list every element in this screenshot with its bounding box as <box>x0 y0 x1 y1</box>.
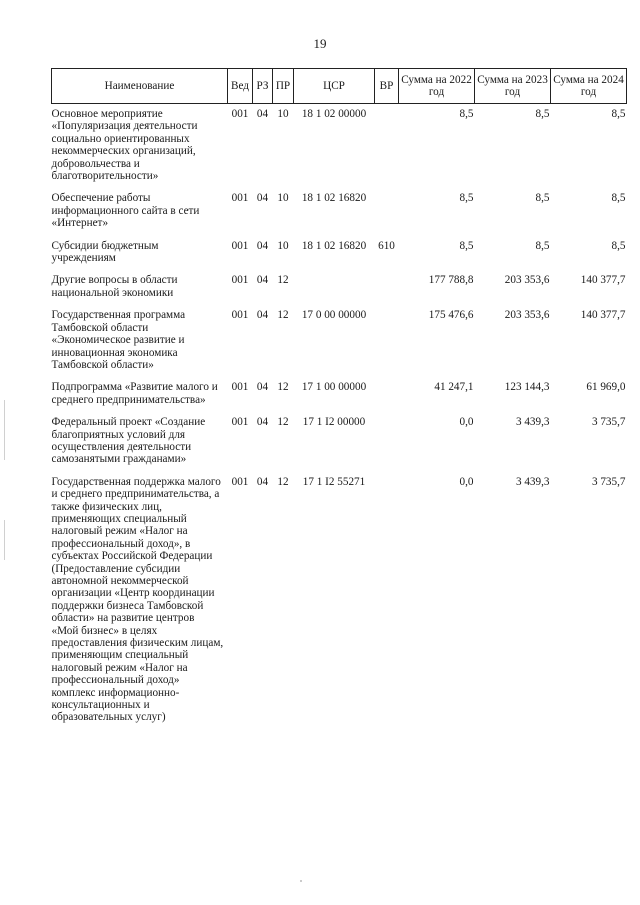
row-sum-2023: 3 439,3 <box>515 475 550 488</box>
row-sum-2023: 123 144,3 <box>504 381 550 394</box>
budget-table <box>51 68 627 724</box>
row-vr: 610 <box>378 239 395 252</box>
row-pr: 12 <box>277 381 289 394</box>
row-sum-2022: 175 476,6 <box>428 309 474 322</box>
row-pr: 10 <box>277 239 289 252</box>
row-ved: 001 <box>231 475 249 488</box>
row-rz: 04 <box>256 108 269 120</box>
row-csr: 17 0 00 00000 <box>301 309 367 322</box>
row-rz: 04 <box>256 239 269 252</box>
row-rz: 04 <box>256 274 269 287</box>
row-sum-2022: 177 788,8 <box>428 274 474 287</box>
row-csr: 17 1 00 00000 <box>301 381 367 394</box>
row-pr: 10 <box>277 108 289 120</box>
row-sum-2022: 0,0 <box>459 416 474 429</box>
row-sum-2024: 3 735,7 <box>591 416 626 429</box>
row-sum-2024: 140 377,7 <box>580 274 626 287</box>
row-ved: 001 <box>231 309 249 322</box>
row-rz: 04 <box>256 309 269 322</box>
row-vr <box>375 104 399 183</box>
row-sum-2022: 8,5 <box>459 239 474 252</box>
row-sum-2024: 3 735,7 <box>591 475 626 488</box>
row-name: Другие вопросы в области национальной экономики <box>51 274 178 299</box>
table-row <box>52 274 627 299</box>
header-name: Наименование <box>52 69 228 104</box>
row-rz: 04 <box>256 416 269 429</box>
row-pr: 12 <box>277 475 289 488</box>
row-csr: 18 1 02 00000 <box>301 108 367 120</box>
header-sum-2022: Сумма на 2022 год <box>399 69 475 104</box>
header-pr: ПР <box>273 69 294 104</box>
row-sum-2022: 8,5 <box>459 192 474 205</box>
row-csr: 18 1 02 16820 <box>301 239 367 252</box>
row-sum-2023: 203 353,6 <box>504 309 550 322</box>
table-row <box>52 104 627 183</box>
row-csr: 17 1 I2 00000 <box>302 416 366 429</box>
row-ved: 001 <box>231 416 249 429</box>
row-sum-2022: 0,0 <box>459 475 474 488</box>
row-sum-2023: 203 353,6 <box>504 274 550 287</box>
row-rz: 04 <box>256 192 269 205</box>
row-pr: 12 <box>277 274 289 287</box>
row-name: Субсидии бюджетным учреждениям <box>51 239 159 265</box>
row-vr <box>375 274 399 299</box>
row-sum-2024: 8,5 <box>611 239 626 252</box>
page-number: 19 <box>313 36 327 51</box>
scan-edge-mark <box>4 520 5 560</box>
row-sum-2023: 8,5 <box>535 192 550 205</box>
row-pr: 10 <box>277 192 289 205</box>
table-row <box>52 309 627 371</box>
row-name: Государственная программа Тамбовской области «Экономическое развитие и инновационная экономика Тамбовской области» <box>51 309 186 371</box>
header-sum-2024: Сумма на 2024 год <box>551 69 627 104</box>
table-row <box>52 476 627 724</box>
row-ved: 001 <box>231 108 249 120</box>
header-vr: ВР <box>375 69 399 104</box>
row-name: Подпрограмма «Развитие малого и среднего предпринимательства» <box>51 381 218 406</box>
row-csr <box>294 274 375 299</box>
row-vr <box>375 476 399 724</box>
row-sum-2022: 41 247,1 <box>434 381 474 394</box>
row-ved: 001 <box>231 274 249 287</box>
row-name: Государственная поддержка малого и среднего предпринимательства, а также физических лиц, применяющих специальный налоговый режим «Налог на профессиональный доход», в субъектах Российской Федерации (Предоставление субсидии автономной некоммерческой организации «Центр координации поддержки бизнеса Тамбовской области» на развитие центров «Мой бизнес» в целях предоставления физическим лицам, применяющим специальный налоговый режим «Налог на профессиональный доход» комплекс информационно-консультационных и образовательных услуг) <box>51 475 224 724</box>
table-row <box>52 240 627 265</box>
row-rz: 04 <box>256 381 269 394</box>
table-row <box>52 192 627 229</box>
row-sum-2024: 8,5 <box>611 108 626 120</box>
scan-edge-mark <box>4 400 5 460</box>
row-vr <box>375 416 399 466</box>
table-row <box>52 416 627 466</box>
header-sum-2023: Сумма на 2023 год <box>475 69 551 104</box>
row-sum-2024: 61 969,0 <box>586 381 626 394</box>
row-sum-2023: 3 439,3 <box>515 416 550 429</box>
row-sum-2024: 8,5 <box>611 192 626 205</box>
row-ved: 001 <box>231 239 249 252</box>
row-name: Обеспечение работы информационного сайта в сети «Интернет» <box>51 192 200 230</box>
row-ved: 001 <box>231 381 249 394</box>
row-vr <box>375 381 399 406</box>
header-rz: РЗ <box>253 69 273 104</box>
header-csr: ЦСР <box>294 69 375 104</box>
row-rz: 04 <box>256 475 269 488</box>
row-name: Федеральный проект «Создание благоприятных условий для осуществления деятельности самозанятыми гражданами» <box>51 416 206 466</box>
row-sum-2024: 140 377,7 <box>580 309 626 322</box>
row-vr <box>375 309 399 371</box>
header-ved: Вед <box>228 69 253 104</box>
row-sum-2023: 8,5 <box>535 108 550 120</box>
row-sum-2023: 8,5 <box>535 239 550 252</box>
row-csr: 17 1 I2 55271 <box>302 475 366 488</box>
scan-dot <box>300 880 302 882</box>
row-ved: 001 <box>231 192 249 205</box>
row-csr: 18 1 02 16820 <box>301 192 367 205</box>
row-pr: 12 <box>277 416 289 429</box>
table-header-row <box>52 69 627 104</box>
row-vr <box>375 192 399 229</box>
table-row <box>52 381 627 406</box>
row-sum-2022: 8,5 <box>459 108 474 120</box>
row-pr: 12 <box>277 309 289 322</box>
row-name: Основное мероприятие «Популяризация деятельности социально ориентированных некоммерческих организаций, добровольчества и благотворительности» <box>51 108 198 183</box>
